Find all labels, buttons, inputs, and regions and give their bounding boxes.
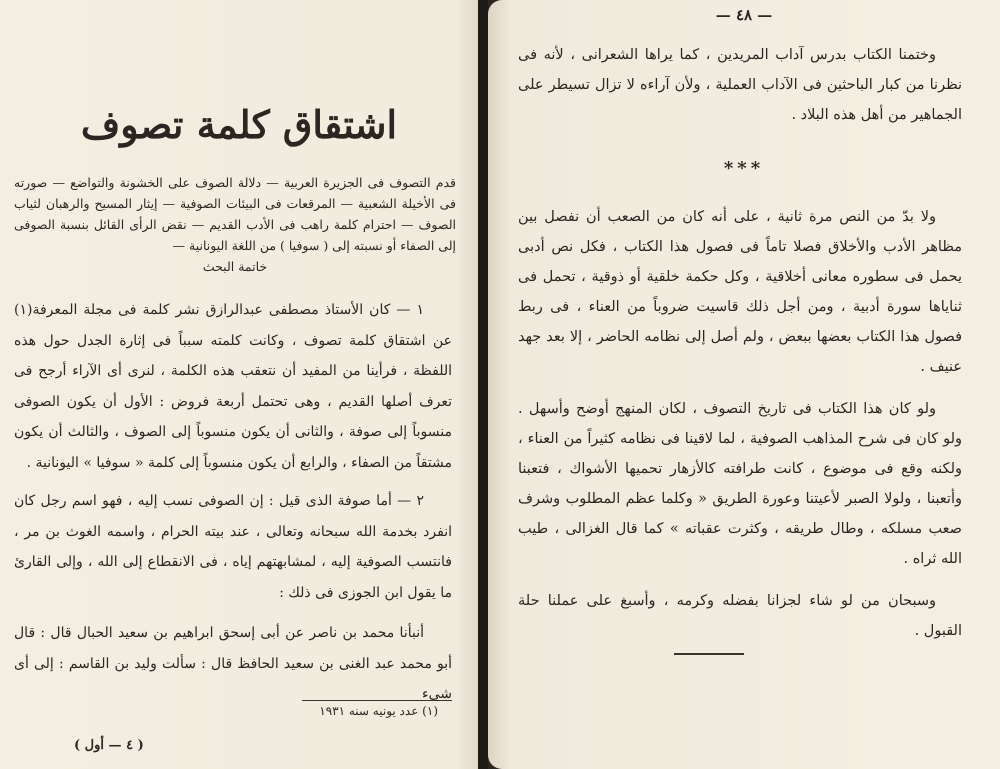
page-number: — ٤٨ — <box>715 6 773 24</box>
end-divider <box>674 653 744 655</box>
left-page <box>0 0 478 769</box>
footnote-divider <box>302 700 452 701</box>
chapter-title: اشتقاق كلمة تصوف <box>80 102 398 147</box>
right-page <box>488 0 1000 769</box>
section-separator: *** <box>723 158 765 179</box>
summary-end: خاتمة البحث <box>202 259 268 274</box>
paragraph-2: ولا بدّ من النص مرة ثانية ، على أنه كان من الصعب أن نفصل بين مظاهر الأدب والأخلاق فصلا تاماً فى فصول هذا الكتاب ، فكل نص أدبى يحمل فى سطوره معانى أخلاقية ، وكل حكمة خلقية أو ذوقية ، تحمل فى ثناياها سورة أدبية ، ومن أجل ذلك قاسيت ضروباً من العناء ، فى ربط فصول هذا الكتاب بعضها ببعض ، ولم أصل إلى نظامه الحاضر ، إلا بعد جهد عنيف . <box>518 209 962 375</box>
paragraph-3: أنبأنا محمد بن ناصر عن أبى إسحق ابراهيم بن سعيد الحبال قال : قال أبو محمد عبد الغنى بن سعيد الحافظ قال : سألت وليد بن القاسم : إلى أى شىء <box>14 625 452 702</box>
paragraph-2: ٢ — أما صوفة الذى قيل : إن الصوفى نسب إليه ، فهو اسم رجل كان انفرد بخدمة الله سبحانه وتعالى ، عند بيته الحرام ، واسمه الغوث بن مر ، فانتسب الصوفية إليه ، لمشابهتهم إياه ، فى الانقطاع إلى الله ، وإلى القارئ ما يقول ابن الجوزى فى ذلك : <box>14 493 452 601</box>
chapter-summary <box>14 172 456 277</box>
paragraph-1: ١ — كان الأستاذ مصطفى عبدالرازق نشر كلمة فى مجلة المعرفة(١) عن اشتقاق كلمة تصوف ، وكانت كلمته سبباً فى إثارة الجدل حول هذه اللفظة ، فرأينا من المفيد أن نتعقب هذه الكلمة ، لنرى أى الآراء أرجح فى تعرف أصلها القديم ، وهى تحتمل أربعة فروض : الأول أن يكون الصوفى منسوباً إلى صوفة ، والثانى أن يكون منسوباً إلى الصوف ، والثالث أن يكون مشتقاً من الصفاء ، والرابع أن يكون منسوباً إلى كلمة « سوفيا » اليونانية . <box>14 302 452 471</box>
book-gutter <box>478 0 488 769</box>
right-body-top <box>518 40 962 130</box>
paragraph-4: وسبحان من لو شاء لجزانا بفضله وكرمه ، وأسبغ على عملنا حلة القبول . <box>518 593 962 639</box>
right-body <box>518 202 962 646</box>
paragraph-1: وختمنا الكتاب بدرس آداب المريدين ، كما يراها الشعرانى ، لأنه فى نظرنا من كبار الباحثين فى الآداب العملية ، ولأن آراءه لا تزال تسيطر على الجماهير من أهل هذه البلاد . <box>518 47 962 123</box>
paragraph-3: ولو كان هذا الكتاب فى تاريخ التصوف ، لكان المنهج أوضح وأسهل . ولو كان فى شرح المذاهب الصوفية ، لما لاقينا فى نظامه كثيراً من العناء ، ولكنه وقع فى موضوع ، كانت طرافته كالأزهار تحميها الأشواك ، فتعبنا وأتعبنا ، ولولا الصبر لأعيتنا وعورة الطريق « وكلما عظم المطلوب وشرف صعب مسلكه ، وطال طريقه ، وكثرت عقباته » كما قال الغزالى ، طيب الله ثراه . <box>518 401 962 567</box>
signature-mark: ( ٤ — أول ) <box>74 738 144 753</box>
summary-text: قدم التصوف فى الجزيرة العربية — دلالة الصوف على الخشونة والتواضع — صورته فى الأخيلة الشعبية — المرقعات فى البيئات الصوفية — إيثار المسيح والرهبان لثياب الصوف — احترام كلمة راهب فى الأدب القديم — نقض الرأى القائل بنسبة الصوفى إلى الصفاء أو نسبته إلى ( سوفيا ) من اللغة اليونانية — <box>14 175 456 253</box>
left-body <box>14 295 452 710</box>
footnote: (١) عدد يونيه سنه ١٩٣١ <box>319 704 438 718</box>
